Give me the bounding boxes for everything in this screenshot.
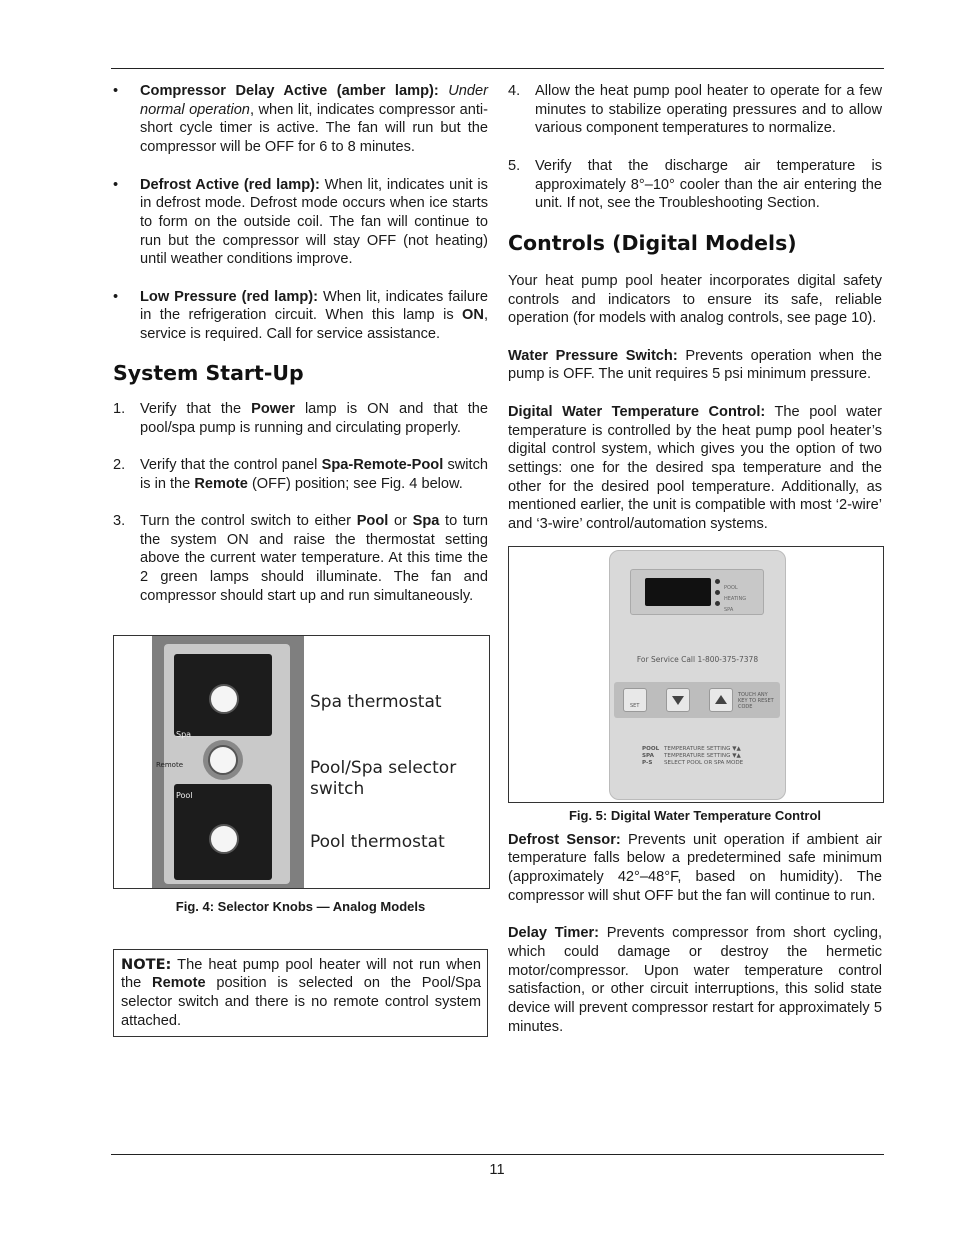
step-number: 5.	[508, 157, 521, 174]
selector-knob	[208, 745, 238, 775]
step-bold: Spa-Remote-Pool	[321, 456, 444, 473]
figure-5-caption: Fig. 5: Digital Water Temperature Control	[568, 807, 822, 823]
paragraph-label: Defrost Sensor:	[508, 831, 621, 848]
page-number: 11	[489, 1162, 505, 1178]
pool-thermostat-label: Pool thermostat	[310, 831, 445, 852]
mode-row	[642, 760, 743, 767]
mode-value: TEMPERATURE SETTING ▼▲	[664, 752, 741, 759]
mode-row	[642, 746, 743, 753]
bullet-text: , when lit, indicates compressor anti-short cycle timer is active. The fan will run but the compressor will be OFF for 6 to 8 minutes.	[140, 101, 488, 156]
step-text: (OFF) position; see Fig. 4 below.	[247, 475, 463, 492]
note-label: NOTE:	[121, 955, 172, 973]
digital-panel	[609, 550, 786, 800]
bullet-label: Low Pressure (red lamp):	[140, 288, 318, 305]
mode-key: P-S	[642, 759, 653, 766]
spa-thermostat-label: Spa thermostat	[310, 691, 442, 712]
step-item	[113, 456, 488, 493]
note-text: position is selected on the Pool/Spa selector switch and there is no remote control system attached.	[121, 975, 482, 1029]
section-heading-startup: System Start-Up	[113, 360, 304, 385]
step-number: 3.	[113, 513, 126, 529]
right-column	[508, 82, 882, 1036]
spa-panel-label: Spa	[176, 729, 192, 739]
step-text: Verify that the	[140, 400, 252, 417]
bullet-icon: •	[113, 83, 119, 99]
step-text: switch is in the	[140, 456, 488, 492]
heating-led-icon	[715, 590, 720, 595]
mode-legend	[642, 746, 743, 767]
top-rule	[111, 68, 884, 69]
analog-panel	[152, 635, 304, 889]
figure-4-selector-knobs	[113, 635, 490, 889]
step-text: Verify that the discharge air temperature is approximately 8°–10° cooler than the air entering the unit. If not, see the Troubleshooting Section.	[535, 157, 882, 212]
mode-value: SELECT POOL OR SPA MODE	[664, 759, 744, 766]
pool-thermostat-knob	[209, 824, 239, 854]
digital-temp-paragraph	[508, 403, 882, 534]
step-text: to turn the system ON and raise the thermostat setting above the current water temperature. At this time the 2 green lamps should illuminate. The fan and compressor should start up and run simultaneously.	[140, 513, 488, 604]
bullet-label: Compressor Delay Active (amber lamp):	[140, 83, 439, 99]
pool-led-label: POOL	[724, 584, 738, 591]
spa-thermostat-knob	[209, 684, 239, 714]
bullet-text: , service is required. Call for service assistance.	[140, 307, 488, 343]
water-pressure-paragraph	[508, 347, 882, 384]
note-box	[113, 949, 488, 1038]
lcd-display	[645, 578, 711, 606]
set-key-label: SET	[630, 702, 640, 709]
bullet-icon: •	[113, 288, 119, 305]
selector-switch-label: Pool/Spa selector switch	[310, 757, 457, 799]
set-key	[623, 688, 647, 712]
down-arrow-icon	[666, 688, 690, 712]
note-text: The heat pump pool heater will not run when the	[121, 956, 481, 992]
pool-dial-block	[174, 784, 272, 880]
step-item	[113, 400, 488, 437]
step-text: or	[388, 513, 413, 529]
step-text: Verify that the control panel	[140, 456, 322, 473]
paragraph-text: Prevents compressor from short cycling, which could damage or destroy the hermetic motor/compressor. Upon water temperature control satisfaction, or other circuit interruptions, this solid state device will prevent compressor restart for approximately 5 minutes.	[508, 925, 882, 1035]
bullet-text: When lit, indicates unit is in defrost mode. Defrost mode occurs when ice starts to form on the outside coil. The fan will continue to run but the compressor will stay OFF (not heating) until weather conditions improve.	[140, 176, 488, 268]
figure-4-caption: Fig. 4: Selector Knobs — Analog Models	[175, 898, 426, 914]
mode-key: POOL	[642, 745, 660, 752]
pool-led-icon	[715, 579, 720, 584]
bullet-bold: ON	[462, 307, 484, 324]
defrost-paragraph	[508, 831, 882, 906]
pool-panel-label: Pool	[176, 790, 193, 800]
bullet-label: Defrost Active (red lamp):	[140, 176, 320, 193]
paragraph-label: Water Pressure Switch:	[508, 347, 678, 364]
bullet-emphasis: Under normal operation	[140, 83, 488, 118]
note-bold: Remote	[152, 975, 206, 992]
step-item	[508, 82, 882, 138]
remote-panel-label: Remote	[156, 760, 184, 769]
controls-intro: Your heat pump pool heater incorporates digital safety controls and indicators to ensure its safe, reliable operation (for models with analog controls, see page 10).	[508, 272, 882, 327]
spa-led-icon	[715, 601, 720, 606]
paragraph-text: The pool water temperature is controlled by the heat pump pool heater’s digital control system, which gives you the option of two settings: one for the desired spa temperature and the other for the desired pool temperature. Additionally, as mentioned earlier, the unit is compatible with most ‘2-wire’ and ‘3-wire’ control/automation systems.	[508, 403, 882, 533]
mode-key: SPA	[642, 752, 654, 759]
step-number: 4.	[508, 83, 521, 99]
step-text: lamp is ON and that the pool/spa pump is running and circulating properly.	[140, 400, 488, 436]
bottom-rule	[111, 1154, 884, 1155]
bullet-icon: •	[113, 176, 119, 193]
paragraph-text: Prevents unit operation if ambient air temperature falls below a predetermined safe minimum (approximately 42°–48°F, based on humidity). The compressor will shut OFF but the fan will continue to run.	[508, 831, 882, 904]
step-bold: Spa	[412, 513, 440, 529]
list-item	[113, 288, 488, 344]
panel-face	[156, 644, 290, 884]
figure-5-digital-control	[508, 546, 884, 803]
up-arrow-icon	[709, 688, 733, 712]
mode-value: TEMPERATURE SETTING ▼▲	[664, 745, 741, 752]
step-number: 1.	[113, 400, 126, 417]
keypad	[614, 682, 780, 718]
list-item	[113, 82, 488, 157]
paragraph-label: Digital Water Temperature Control:	[508, 403, 766, 420]
step-item	[113, 512, 488, 606]
left-column	[113, 82, 488, 1037]
section-heading-controls: Controls (Digital Models)	[508, 230, 797, 255]
service-phone-label: For Service Call 1-800-375-7378	[636, 654, 759, 664]
step-bold: Pool	[356, 513, 389, 529]
bullet-text: When lit, indicates failure in the refrigeration circuit. When this lamp is	[140, 288, 488, 324]
spa-led-label: SPA	[724, 606, 734, 613]
heating-led-label: HEATING	[724, 595, 747, 602]
step-text: Allow the heat pump pool heater to operate for a few minutes to stabilize operating pressures and to allow various component temperatures to normalize.	[535, 83, 882, 137]
selector-ring	[203, 740, 243, 780]
mode-row	[642, 753, 743, 760]
step-item	[508, 157, 882, 213]
spa-dial-block	[174, 654, 272, 739]
paragraph-label: Delay Timer:	[508, 925, 600, 942]
list-item	[113, 176, 488, 270]
touch-reset-label: TOUCH ANY KEY TO RESET CODE	[738, 691, 774, 710]
step-number: 2.	[113, 456, 126, 473]
display-window	[630, 569, 764, 615]
paragraph-text: Prevents operation when the pump is OFF. The unit requires 5 psi minimum pressure.	[508, 347, 882, 383]
step-text: Turn the control switch to either	[140, 513, 357, 529]
step-bold: Power	[251, 400, 295, 417]
delay-paragraph	[508, 924, 882, 1036]
step-bold: Remote	[194, 475, 248, 492]
